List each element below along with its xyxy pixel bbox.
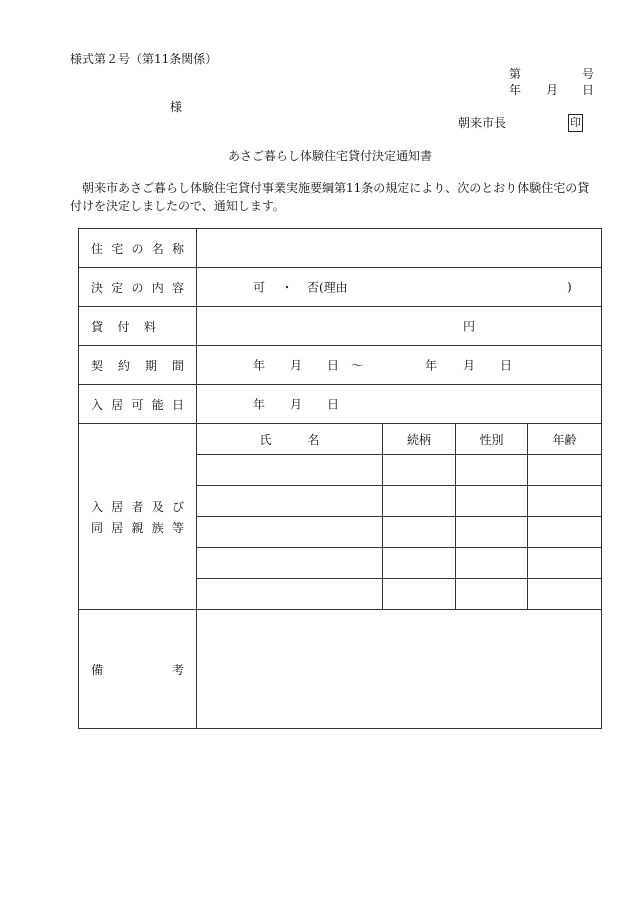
label-char: 称 bbox=[171, 241, 184, 256]
period-start-day: 日 bbox=[327, 358, 340, 373]
resident-relation-cell bbox=[383, 548, 456, 579]
residents-label-line1 bbox=[79, 498, 196, 515]
label-char: 及 bbox=[151, 499, 164, 514]
label-char: 住 bbox=[91, 241, 104, 256]
label-char: 入 bbox=[91, 397, 104, 412]
label-char: の bbox=[131, 241, 144, 256]
remarks-label bbox=[79, 661, 196, 678]
resident-age-cell bbox=[528, 548, 602, 579]
label-char: 親 bbox=[131, 520, 144, 535]
period-label bbox=[79, 357, 196, 374]
period-start-year: 年 bbox=[253, 358, 266, 373]
issuer-name: 朝来市長 bbox=[458, 116, 507, 130]
resident-gender-cell bbox=[456, 579, 528, 610]
label-char: 間 bbox=[171, 358, 184, 373]
decision-label bbox=[79, 279, 196, 296]
label-char: 等 bbox=[171, 520, 184, 535]
label-char: 居 bbox=[111, 397, 124, 412]
label-char: 日 bbox=[171, 397, 184, 412]
date-day: 日 bbox=[582, 83, 595, 97]
row-fee bbox=[79, 307, 602, 346]
period-start-month: 月 bbox=[290, 358, 303, 373]
move-in-day: 日 bbox=[327, 397, 340, 412]
col-relation-header: 続柄 bbox=[383, 424, 456, 455]
row-move-in bbox=[79, 385, 602, 424]
decision-value bbox=[197, 268, 602, 307]
house-name-label bbox=[79, 240, 196, 257]
resident-name-cell bbox=[197, 486, 383, 517]
resident-relation-cell bbox=[383, 517, 456, 548]
label-char: 者 bbox=[131, 499, 144, 514]
label-char: 付 bbox=[117, 319, 130, 334]
date-month: 月 bbox=[546, 83, 559, 97]
resident-age-cell bbox=[528, 517, 602, 548]
resident-relation-cell bbox=[383, 455, 456, 486]
label-char: 料 bbox=[143, 319, 156, 334]
decision-form-table bbox=[78, 228, 602, 729]
label-char: 期 bbox=[144, 358, 157, 373]
number-suffix: 号 bbox=[582, 67, 595, 81]
resident-gender-cell bbox=[456, 455, 528, 486]
label-char: 考 bbox=[171, 662, 184, 677]
form-number: 様式第２号（第11条関係） bbox=[70, 52, 218, 66]
period-value bbox=[197, 346, 602, 385]
move-in-value bbox=[197, 385, 602, 424]
label-char: 決 bbox=[91, 280, 104, 295]
number-prefix: 第 bbox=[509, 67, 522, 81]
seal-stamp: 印 bbox=[568, 114, 583, 132]
move-in-month: 月 bbox=[290, 397, 303, 412]
label-char: 同 bbox=[91, 520, 104, 535]
label-char: 定 bbox=[111, 280, 124, 295]
label-char: 内 bbox=[151, 280, 164, 295]
period-end-year: 年 bbox=[425, 358, 438, 373]
house-name-value bbox=[197, 229, 602, 268]
label-char: 可 bbox=[131, 397, 144, 412]
resident-relation-cell bbox=[383, 579, 456, 610]
label-char: 貸 bbox=[91, 319, 104, 334]
label-char: び bbox=[171, 499, 184, 514]
row-residents-header bbox=[79, 424, 602, 455]
decision-separator: ・ bbox=[281, 280, 294, 295]
fee-value bbox=[197, 307, 602, 346]
document-title: あさご暮らし体験住宅貸付決定通知書 bbox=[228, 149, 433, 163]
label-char: 契 bbox=[91, 358, 104, 373]
col-gender-header: 性別 bbox=[456, 424, 528, 455]
col-name-header: 氏 名 bbox=[197, 424, 383, 455]
col-age-header: 年齢 bbox=[528, 424, 602, 455]
residents-label-cell bbox=[79, 424, 197, 610]
resident-gender-cell bbox=[456, 517, 528, 548]
move-in-year: 年 bbox=[253, 397, 266, 412]
resident-relation-cell bbox=[383, 486, 456, 517]
period-end-month: 月 bbox=[463, 358, 476, 373]
label-char: 宅 bbox=[111, 241, 124, 256]
resident-name-cell bbox=[197, 517, 383, 548]
resident-name-cell bbox=[197, 579, 383, 610]
label-char: 備 bbox=[91, 662, 104, 677]
resident-age-cell bbox=[528, 486, 602, 517]
fee-unit: 円 bbox=[463, 319, 476, 334]
row-house-name bbox=[79, 229, 602, 268]
date-year: 年 bbox=[509, 83, 522, 97]
label-char: 入 bbox=[91, 499, 104, 514]
remarks-value bbox=[197, 610, 602, 729]
resident-gender-cell bbox=[456, 548, 528, 579]
fee-label bbox=[79, 318, 196, 335]
label-char: 容 bbox=[171, 280, 184, 295]
label-char: 居 bbox=[111, 499, 124, 514]
resident-gender-cell bbox=[456, 486, 528, 517]
residents-label-line2 bbox=[79, 519, 196, 536]
addressee-honorific: 様 bbox=[170, 100, 183, 114]
row-decision bbox=[79, 268, 602, 307]
label-char: の bbox=[131, 280, 144, 295]
resident-name-cell bbox=[197, 548, 383, 579]
resident-name-cell bbox=[197, 455, 383, 486]
decision-close-paren: ) bbox=[567, 280, 572, 294]
label-char: 族 bbox=[151, 520, 164, 535]
body-text: 朝来市あさご暮らし体験住宅貸付事業実施要綱第11条の規定により、次のとおり体験住宅の貸付けを決定しましたので、通知します。 bbox=[70, 181, 590, 213]
resident-age-cell bbox=[528, 455, 602, 486]
label-char: 居 bbox=[111, 520, 124, 535]
decision-approve: 可 bbox=[253, 280, 266, 295]
row-period bbox=[79, 346, 602, 385]
resident-age-cell bbox=[528, 579, 602, 610]
label-char: 能 bbox=[151, 397, 164, 412]
label-char: 約 bbox=[117, 358, 130, 373]
period-tilde: 〜 bbox=[351, 358, 364, 373]
decision-reject-reason: 否(理由 bbox=[307, 280, 348, 295]
row-remarks bbox=[79, 610, 602, 729]
label-char: 名 bbox=[151, 241, 164, 256]
period-end-day: 日 bbox=[500, 358, 513, 373]
move-in-label bbox=[79, 396, 196, 413]
